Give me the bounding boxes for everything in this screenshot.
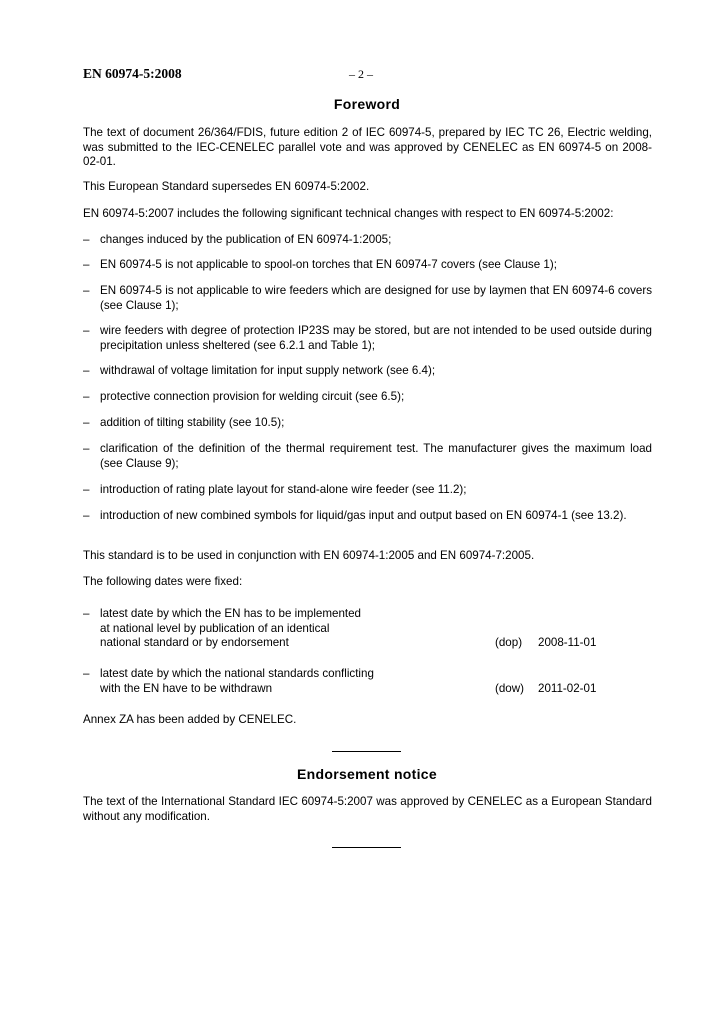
dates-intro: The following dates were fixed:	[83, 575, 243, 588]
endorsement-text: The text of the International Standard IEC 60974-5:2007 was approved by CENELEC as a European Standard without any modification.	[83, 795, 652, 823]
list-item-text: EN 60974-5 is not applicable to spool-on torches that EN 60974-7 covers (see Clause 1);	[100, 258, 557, 271]
section-divider	[332, 847, 401, 848]
list-item-text: clarification of the definition of the thermal requirement test. The manufacturer gives the maximum load (see Clause 9);	[100, 442, 652, 470]
list-dash: –	[83, 324, 90, 337]
list-dash: –	[83, 416, 90, 429]
list-dash: –	[83, 364, 90, 377]
dop-date: 2008-11-01	[538, 636, 597, 649]
list-dash: –	[83, 509, 90, 522]
list-item-text: addition of tilting stability (see 10.5);	[100, 416, 285, 429]
changes-intro: EN 60974-5:2007 includes the following significant technical changes with respect to EN 60974-5:2002:	[83, 207, 614, 220]
list-item-text: EN 60974-5 is not applicable to wire feeders which are designed for use by laymen that EN 60974-6 covers (see Clause 1);	[100, 284, 652, 312]
list-dash: –	[83, 233, 90, 246]
list-dash: –	[83, 667, 90, 680]
list-item-text: introduction of new combined symbols for liquid/gas input and output based on EN 60974-1 (see 13.2).	[100, 509, 627, 522]
standard-number: EN 60974-5:2008	[83, 66, 182, 81]
list-item-text: withdrawal of voltage limitation for input supply network (see 6.4);	[100, 364, 436, 377]
list-item-text: changes induced by the publication of EN 60974-1:2005;	[100, 233, 392, 246]
date-line: national standard or by endorsement	[100, 636, 289, 649]
endorsement-title: Endorsement notice	[297, 766, 437, 782]
list-item-text: wire feeders with degree of protection IP23S may be stored, but are not intended to be used outside during precipitation unless sheltered (see 6.2.1 and Table 1);	[100, 324, 652, 352]
supersedes-text: This European Standard supersedes EN 60974-5:2002.	[83, 180, 370, 193]
date-line: latest date by which the EN has to be implemented	[100, 607, 362, 620]
list-dash: –	[83, 442, 90, 455]
foreword-intro: The text of document 26/364/FDIS, future edition 2 of IEC 60974-5, prepared by IEC TC 26, Electric welding, was submitted to the IEC-CENELEC parallel vote and was approved by CENELEC as EN 60974-5 on 2008-02-01.	[83, 126, 652, 169]
dow-code: (dow)	[495, 682, 524, 695]
date-line: with the EN have to be withdrawn	[100, 682, 273, 695]
date-line: at national level by publication of an identical	[100, 622, 330, 635]
list-dash: –	[83, 390, 90, 403]
section-divider	[332, 751, 401, 752]
list-dash: –	[83, 607, 90, 620]
date-line: latest date by which the national standards conflicting	[100, 667, 374, 680]
list-dash: –	[83, 284, 90, 297]
dop-code: (dop)	[495, 636, 523, 649]
list-item-text: protective connection provision for welding circuit (see 6.5);	[100, 390, 405, 403]
list-item-text: introduction of rating plate layout for stand-alone wire feeder (see 11.2);	[100, 483, 467, 496]
foreword-title: Foreword	[333, 96, 401, 112]
list-dash: –	[83, 483, 90, 496]
conjunction-text: This standard is to be used in conjunction with EN 60974-1:2005 and EN 60974-7:2005.	[83, 549, 535, 562]
dow-date: 2011-02-01	[538, 682, 597, 695]
list-dash: –	[83, 258, 90, 271]
page-number: – 2 –	[349, 67, 373, 81]
annex-text: Annex ZA has been added by CENELEC.	[83, 713, 297, 726]
